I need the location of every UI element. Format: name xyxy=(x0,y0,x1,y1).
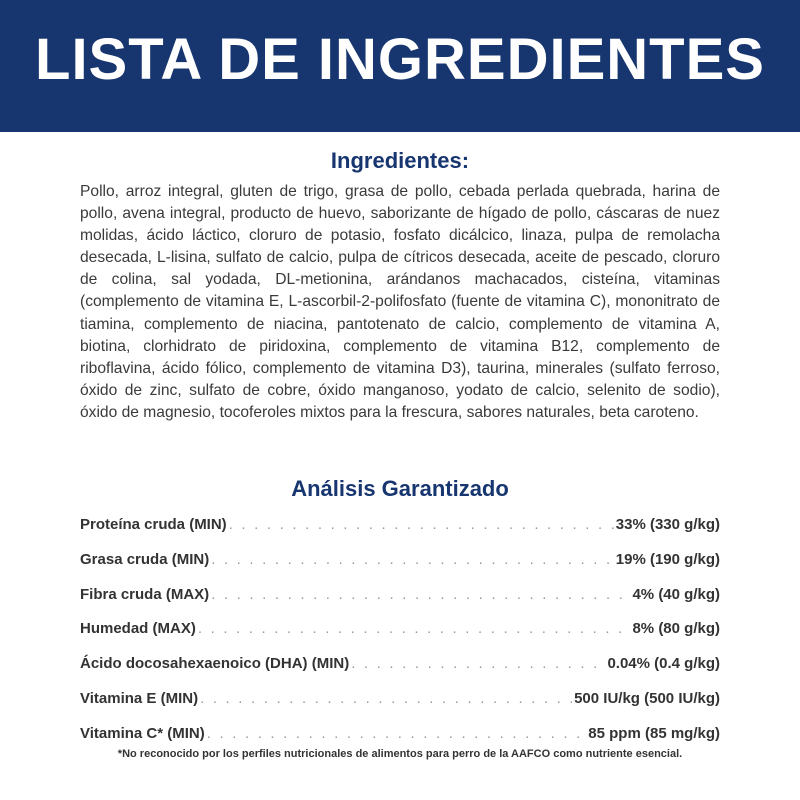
footnote: *No reconocido por los perfiles nutricionales de alimentos para perro de la AAFCO como nutriente esencial. xyxy=(117,748,683,760)
analysis-label: Grasa cruda (MIN) xyxy=(80,550,210,568)
analysis-value: 4% (40 g/kg) xyxy=(632,585,720,603)
analysis-value: 19% (190 g/kg) xyxy=(615,550,720,568)
analysis-label: Humedad (MAX) xyxy=(80,620,196,638)
analysis-label: Proteína cruda (MIN) xyxy=(80,516,227,533)
analysis-row xyxy=(80,649,720,684)
analysis-value: 8% (80 g/kg) xyxy=(632,620,720,638)
analysis-value: 85 ppm (85 mg/kg) xyxy=(588,724,720,742)
dot-leader xyxy=(351,649,605,679)
analysis-label: Vitamina E (MIN) xyxy=(80,689,199,707)
ingredients-text: Pollo, arroz integral, gluten de trigo, grasa de pollo, cebada perlada quebrada, harina de pollo, avena integral, producto de huevo, saborizante de hígado de pollo, cáscaras de nuez molidas, ácido láctico, cloruro de potasio, fosfato dicálcico, linaza, pulpa de remolacha desecada, L-lisina, sulfato de calcio, pulpa de cítricos desecada, aceite de pescado, cloruro de colina, sal yodada, DL-metionina, arándanos machacados, cisteína, vitaminas (complemento de vitamina E, L-ascorbil-2-polifosfato (fuente de vitamina C), mononitrato de tiamina, complemento de niacina, pantotenato de calcio, complemento de vitamina A, biotina, clorhidrato de piridoxina, complemento de vitamina B12, complemento de riboflavina, ácido fólico, complemento de vitamina D3), taurina, minerales (sulfato ferroso, óxido de zinc, sulfato de cobre, óxido manganoso, yodato de calcio, selenito de sodio), óxido de magnesio, tocoferoles mixtos para la frescura, sabores naturales, beta caroteno. xyxy=(80,183,720,421)
ingredients-heading: Ingredientes: xyxy=(330,148,470,173)
analysis-value: 33% (330 g/kg) xyxy=(615,516,720,533)
analysis-row xyxy=(80,684,720,719)
analysis-row xyxy=(80,510,720,545)
page-title: LISTA DE INGREDIENTES xyxy=(35,27,765,92)
dot-leader xyxy=(211,545,614,575)
analysis-label: Vitamina C* (MIN) xyxy=(80,724,205,742)
analysis-row xyxy=(80,614,720,649)
dot-leader xyxy=(198,614,631,644)
guaranteed-analysis-list xyxy=(80,510,720,754)
dot-leader xyxy=(207,719,587,749)
dot-leader xyxy=(211,580,630,610)
dot-leader xyxy=(200,684,572,714)
analysis-row xyxy=(80,545,720,580)
analysis-value: 500 IU/kg (500 IU/kg) xyxy=(574,689,720,707)
header-banner xyxy=(0,0,800,132)
analysis-label: Fibra cruda (MAX) xyxy=(80,585,210,603)
analysis-row xyxy=(80,580,720,615)
analysis-label: Ácido docosahexaenoico (DHA) (MIN) xyxy=(80,655,350,673)
analysis-heading: Análisis Garantizado xyxy=(291,476,509,501)
dot-leader xyxy=(229,510,614,540)
analysis-value: 0.04% (0.4 g/kg) xyxy=(607,655,720,673)
